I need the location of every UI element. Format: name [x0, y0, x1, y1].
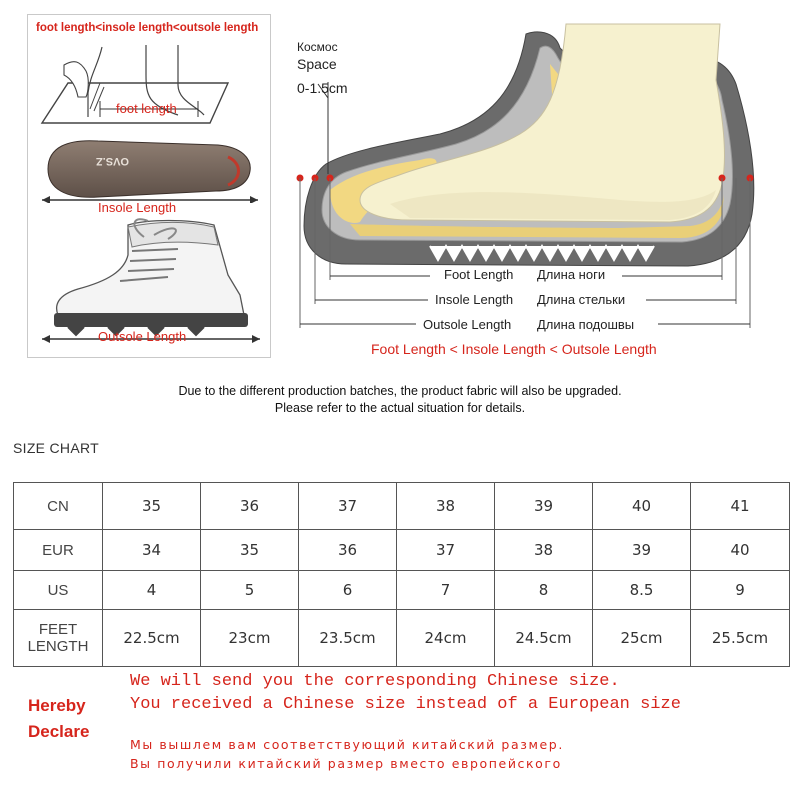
table-cell: 22.5cm — [103, 610, 201, 667]
insole-length-ru: Длина стельки — [537, 292, 626, 307]
table-cell: 25cm — [593, 610, 691, 667]
table-cell: 40 — [691, 530, 790, 571]
foot-length-label: foot length — [116, 101, 177, 116]
notice-line-2: Please refer to the actual situation for details. — [274, 401, 526, 415]
table-cell: 25.5cm — [691, 610, 790, 667]
declare-label-line-2: Declare — [28, 722, 90, 741]
table-cell: 40 — [593, 483, 691, 530]
foot-length-ru: Длина ноги — [537, 267, 606, 282]
table-cell: 23cm — [201, 610, 299, 667]
table-cell: 35 — [103, 483, 201, 530]
table-cell: 34 — [103, 530, 201, 571]
insole-illustration — [28, 133, 270, 203]
row-label-feet-length — [14, 610, 103, 667]
table-cell: 38 — [495, 530, 593, 571]
outsole-length-en: Outsole Length — [423, 317, 512, 332]
outsole-length-label: Outsole Length — [98, 329, 187, 344]
foot-measure-illustration — [28, 35, 270, 145]
row-label-line: LENGTH — [27, 638, 89, 655]
measurement-caption: foot length<insole length<outsole length — [36, 22, 259, 34]
space-label-ru: Космос — [297, 40, 338, 54]
outsole-length-ru: Длина подошвы — [537, 317, 635, 332]
table-cell: 41 — [691, 483, 790, 530]
size-chart-title: SIZE CHART — [13, 440, 99, 456]
declare-label-line-1: Hereby — [28, 696, 86, 715]
space-label-en: Space — [297, 56, 337, 72]
insole-length-label: Insole Length — [98, 200, 177, 215]
table-cell: 37 — [299, 483, 397, 530]
table-cell: 39 — [593, 530, 691, 571]
table-cell: 5 — [201, 571, 299, 610]
space-range: 0-1.5cm — [297, 80, 348, 96]
insole-length-en: Insole Length — [435, 292, 514, 307]
table-row — [14, 483, 790, 530]
table-cell: 8 — [495, 571, 593, 610]
table-cell: 39 — [495, 483, 593, 530]
measurement-panel — [27, 14, 271, 358]
declare-ru-line-1: Мы вышлем вам соответствующий китайский размер. — [130, 737, 564, 752]
declare-ru-line-2: Вы получили китайский размер вместо европейского — [130, 756, 562, 771]
boot-illustration — [28, 215, 270, 345]
table-cell: 7 — [397, 571, 495, 610]
notice-line-1: Due to the different production batches, the product fabric will also be upgraded. — [178, 384, 622, 398]
table-cell: 24.5cm — [495, 610, 593, 667]
table-cell: 6 — [299, 571, 397, 610]
insole-brand-text: OVS.Z — [96, 155, 130, 167]
length-comparison: Foot Length < Insole Length < Outsole Length — [371, 341, 657, 357]
table-cell: 37 — [397, 530, 495, 571]
row-label-us: US — [14, 571, 103, 610]
table-cell: 35 — [201, 530, 299, 571]
table-cell: 8.5 — [593, 571, 691, 610]
row-label-eur: EUR — [14, 530, 103, 571]
table-row — [14, 530, 790, 571]
table-row — [14, 610, 790, 667]
table-cell: 24cm — [397, 610, 495, 667]
table-row — [14, 571, 790, 610]
declare-en-line-1: We will send you the corresponding Chinese size. — [130, 672, 620, 691]
table-cell: 36 — [201, 483, 299, 530]
table-cell: 38 — [397, 483, 495, 530]
table-cell: 23.5cm — [299, 610, 397, 667]
table-cell: 36 — [299, 530, 397, 571]
row-label-cn: CN — [14, 483, 103, 530]
table-cell: 9 — [691, 571, 790, 610]
row-label-line: FEET — [38, 621, 78, 638]
table-cell: 4 — [103, 571, 201, 610]
foot-length-en: Foot Length — [444, 267, 514, 282]
declare-en-line-2: You received a Chinese size instead of a European size — [130, 695, 681, 714]
size-chart-table — [13, 482, 790, 667]
shoe-cross-section-diagram — [290, 14, 780, 364]
